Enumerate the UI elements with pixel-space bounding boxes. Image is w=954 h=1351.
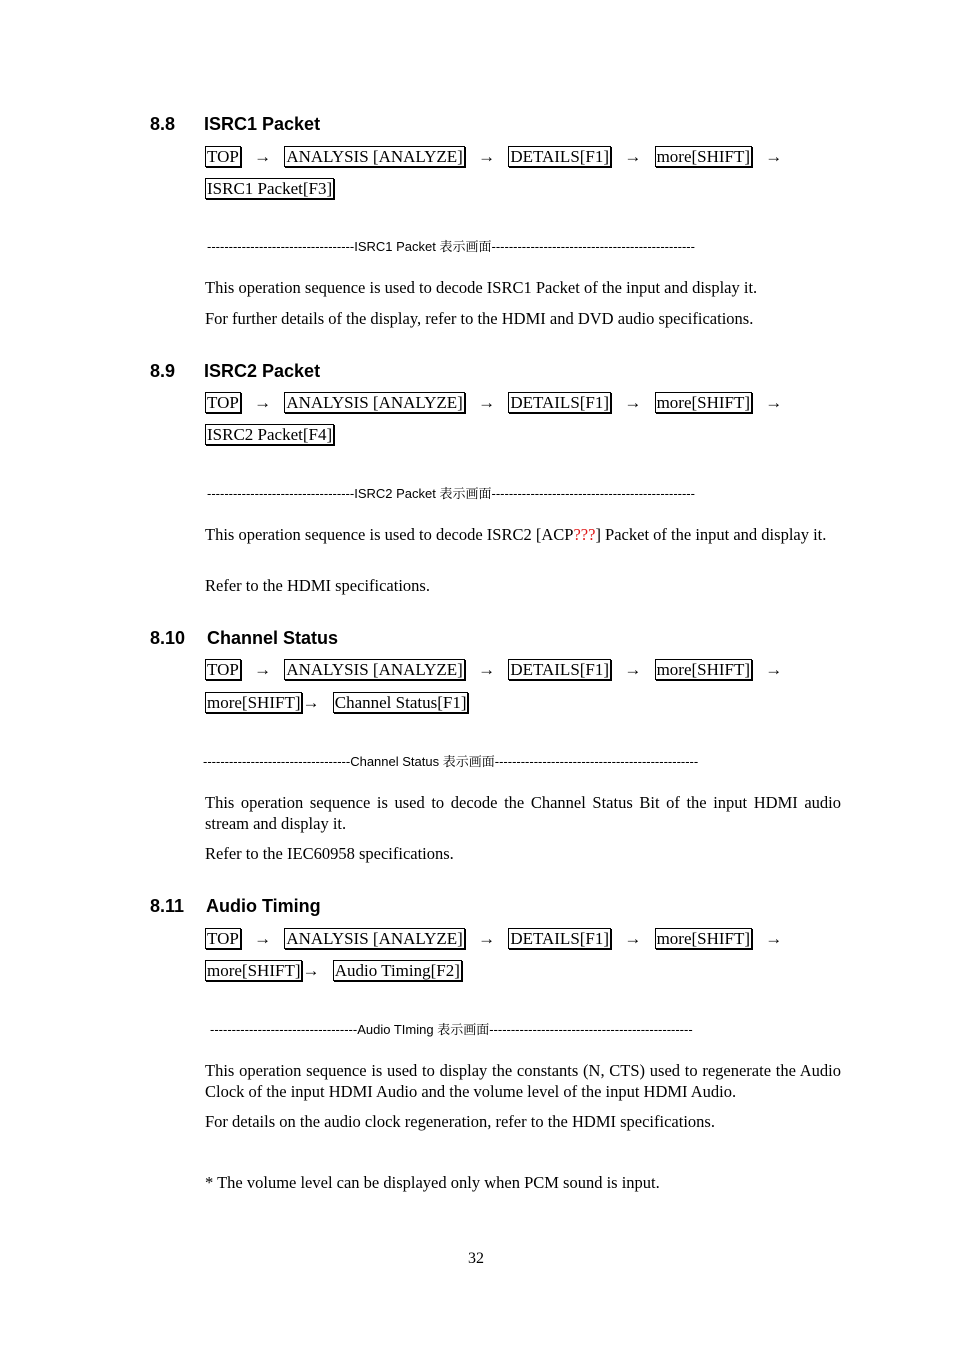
screen-separator xyxy=(207,483,695,502)
dashes: ---------------------------------- xyxy=(207,239,355,254)
section-title: ISRC2 Packet xyxy=(204,361,321,381)
key-isrc2-packet: ISRC2 Packet[F4] xyxy=(207,425,333,444)
dashes: ---------------------------------- xyxy=(210,1022,358,1037)
arrow-icon: → xyxy=(478,660,496,679)
section-number: 8.9 xyxy=(150,361,176,381)
key-details: DETAILS[F1] xyxy=(510,929,610,948)
key-sequence-line-1 xyxy=(205,659,791,680)
paragraph: This operation sequence is used to decode the Channel Status Bit of the input HDMI audio stream and display it. xyxy=(205,793,841,833)
arrow-icon: → xyxy=(254,929,272,948)
arrow-icon: → xyxy=(254,393,272,412)
key-top: TOP xyxy=(207,147,239,166)
key-audio-timing: Audio Timing[F2] xyxy=(334,961,460,980)
key-more: more[SHIFT] xyxy=(207,961,301,980)
separator-jp: 表示画面 xyxy=(439,240,492,255)
paragraph: Refer to the HDMI specifications. xyxy=(205,576,430,595)
separator-label: ISRC2 Packet xyxy=(354,486,436,501)
section-heading-8-10 xyxy=(150,628,338,649)
key-details: DETAILS[F1] xyxy=(510,660,610,679)
paragraph: For further details of the display, refer to the HDMI and DVD audio specifications. xyxy=(205,309,754,328)
dashes: ----------------------------------------------- xyxy=(491,239,695,254)
page-number: 32 xyxy=(468,1250,484,1267)
section-title: Channel Status xyxy=(207,628,339,648)
section-number: 8.8 xyxy=(150,114,176,134)
section-heading-8-8 xyxy=(150,114,320,135)
key-sequence-line-1 xyxy=(205,392,791,413)
dashes: ---------------------------------- xyxy=(207,486,355,501)
separator-jp: 表示画面 xyxy=(437,1023,490,1038)
key-top: TOP xyxy=(207,660,239,679)
dashes: ---------------------------------- xyxy=(203,754,351,769)
arrow-icon: → xyxy=(478,929,496,948)
key-analysis: ANALYSIS [ANALYZE] xyxy=(286,393,463,412)
dashes: ----------------------------------------------- xyxy=(491,486,695,501)
arrow-icon: → xyxy=(765,929,783,948)
arrow-icon: → xyxy=(478,147,496,166)
key-channel-status: Channel Status[F1] xyxy=(334,693,467,712)
key-isrc1-packet: ISRC1 Packet[F3] xyxy=(207,179,333,198)
text-run: This operation sequence is used to decode ISRC2 [ACP xyxy=(205,525,574,544)
key-analysis: ANALYSIS [ANALYZE] xyxy=(286,660,463,679)
key-more: more[SHIFT] xyxy=(656,660,751,679)
screen-separator xyxy=(210,1019,693,1038)
separator-label: Channel Status xyxy=(350,754,440,769)
key-sequence-line-1 xyxy=(205,146,791,167)
key-more: more[SHIFT] xyxy=(656,147,751,166)
section-heading-8-9 xyxy=(150,361,320,382)
dashes: ----------------------------------------------- xyxy=(494,754,699,769)
arrow-icon: → xyxy=(624,929,642,948)
arrow-icon: → xyxy=(254,147,272,166)
key-analysis: ANALYSIS [ANALYZE] xyxy=(286,147,463,166)
arrow-icon: → xyxy=(765,147,783,166)
key-more: more[SHIFT] xyxy=(656,393,751,412)
arrow-icon: → xyxy=(302,961,320,980)
arrow-icon: → xyxy=(765,660,783,679)
key-details: DETAILS[F1] xyxy=(510,393,610,412)
key-top: TOP xyxy=(207,929,239,948)
unknown-marker: ??? xyxy=(573,525,596,544)
separator-label: ISRC1 Packet xyxy=(354,239,436,254)
section-heading-8-11 xyxy=(150,896,321,917)
paragraph xyxy=(205,524,841,545)
key-sequence-line-1 xyxy=(205,928,791,949)
key-more: more[SHIFT] xyxy=(207,693,301,712)
section-title: ISRC1 Packet xyxy=(204,114,321,134)
arrow-icon: → xyxy=(254,660,272,679)
key-sequence-line-2 xyxy=(205,960,462,981)
screen-separator xyxy=(207,236,695,255)
paragraph: This operation sequence is used to decode ISRC1 Packet of the input and display it. xyxy=(205,278,758,297)
key-sequence-line-2 xyxy=(205,692,468,713)
text-run: ] Packet of the input and display it. xyxy=(595,525,827,544)
section-title: Audio Timing xyxy=(206,896,321,916)
dashes: ----------------------------------------------- xyxy=(489,1022,693,1037)
separator-label: Audio TIming xyxy=(357,1022,434,1037)
key-top: TOP xyxy=(207,393,239,412)
paragraph: For details on the audio clock regeneration, refer to the HDMI specifications. xyxy=(205,1112,715,1131)
arrow-icon: → xyxy=(624,393,642,412)
screen-separator xyxy=(203,751,698,770)
key-details: DETAILS[F1] xyxy=(510,147,610,166)
key-analysis: ANALYSIS [ANALYZE] xyxy=(286,929,463,948)
arrow-icon: → xyxy=(624,660,642,679)
arrow-icon: → xyxy=(478,393,496,412)
separator-jp: 表示画面 xyxy=(442,755,495,770)
section-number: 8.11 xyxy=(150,896,185,916)
paragraph: This operation sequence is used to display the constants (N, CTS) used to regenerate the Audio Clock of the input HDMI Audio and the volume level of the input HDMI Audio. xyxy=(205,1061,841,1101)
key-more: more[SHIFT] xyxy=(656,929,751,948)
paragraph: Refer to the IEC60958 specifications. xyxy=(205,844,454,863)
key-sequence-line-2 xyxy=(205,424,334,445)
arrow-icon: → xyxy=(765,393,783,412)
arrow-icon: → xyxy=(624,147,642,166)
key-sequence-line-2 xyxy=(205,178,334,199)
arrow-icon: → xyxy=(302,693,320,712)
separator-jp: 表示画面 xyxy=(439,487,492,502)
section-number: 8.10 xyxy=(150,628,186,648)
volume-note: * The volume level can be displayed only when PCM sound is input. xyxy=(205,1173,660,1192)
